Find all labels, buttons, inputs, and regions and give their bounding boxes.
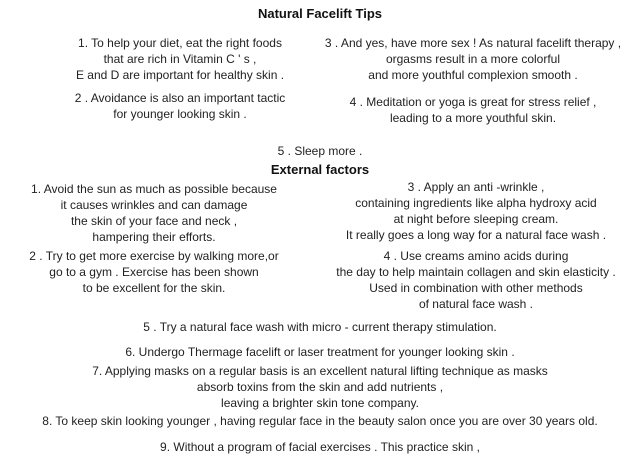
external-1-line-2: it causes wrinkles and can damage [60, 198, 248, 212]
external-7-line-2: absorb toxins from the skin and add nutrients , [196, 380, 444, 394]
tip-4 [306, 94, 640, 126]
external-4 [312, 248, 640, 312]
tip-2 [30, 90, 330, 122]
external-9 [0, 439, 640, 455]
tip-3-line-1: 3 . And yes, have more sex ! As natural facelift therapy , [324, 36, 622, 50]
external-4-line-4: of natural face wash . [418, 297, 534, 311]
tip-2-line-1: 2 . Avoidance is also an important tactic [74, 91, 286, 105]
tip-1-line-1: 1. To help your diet, eat the right foods [78, 36, 282, 50]
external-1-line-4: hampering their efforts. [92, 230, 216, 244]
external-7-line-1: 7. Applying masks on a regular basis is an excellent natural lifting technique as masks [92, 364, 548, 378]
external-2 [0, 248, 308, 296]
external-1-line-3: the skin of your face and neck , [70, 214, 238, 228]
tip-1 [30, 35, 330, 83]
tip-3-line-3: and more youthful complexion smooth . [368, 68, 578, 82]
external-4-line-2: the day to help maintain collagen and skin elasticity . [336, 265, 616, 279]
external-9-line-1: 9. Without a program of facial exercises . This practice skin , [160, 440, 480, 454]
external-1-line-1: 1. Avoid the sun as much as possible because [31, 182, 277, 196]
external-2-line-2: go to a gym . Exercise has been shown [49, 265, 259, 279]
tip-1-line-2: that are rich in Vitamin C ' s , [103, 52, 257, 66]
tip-5-line-1: 5 . Sleep more . [277, 144, 363, 158]
tip-3-line-2: orgasms result in a more colorful [385, 52, 561, 66]
external-7 [0, 363, 640, 411]
external-6-line-1: 6. Undergo Thermage facelift or laser treatment for younger looking skin . [125, 345, 515, 359]
external-2-line-1: 2 . Try to get more exercise by walking more,or [29, 249, 279, 263]
tip-2-line-2: for younger looking skin . [113, 107, 247, 121]
external-3 [312, 179, 640, 243]
external-3-line-3: at night before sleeping cream. [393, 212, 559, 226]
external-3-line-1: 3 . Apply an anti -wrinkle , [407, 180, 545, 194]
external-3-line-2: containing ingredients like alpha hydroxy acid [355, 196, 597, 210]
tip-4-line-2: leading to a more youthful skin. [389, 111, 557, 125]
external-7-line-3: leaving a brighter skin tone company. [221, 396, 419, 410]
external-2-line-3: to be excellent for the skin. [82, 281, 226, 295]
external-8 [0, 413, 640, 429]
external-8-line-1: 8. To keep skin looking younger , having regular face in the beauty salon once you are over 30 years old. [42, 414, 598, 428]
external-6 [0, 344, 640, 360]
tip-4-line-1: 4 . Meditation or yoga is great for stress relief , [349, 95, 597, 109]
external-1 [0, 181, 308, 245]
external-5 [0, 319, 640, 335]
external-4-line-3: Used in combination with other methods [369, 281, 583, 295]
tip-1-line-3: E and D are important for healthy skin . [75, 68, 285, 82]
external-5-line-1: 5 . Try a natural face wash with micro - current therapy stimulation. [143, 320, 497, 334]
natural-facelift-heading: Natural Facelift Tips [257, 6, 382, 21]
external-4-line-1: 4 . Use creams amino acids during [383, 249, 569, 263]
external-factors-heading: External factors [270, 162, 370, 177]
tip-5 [0, 143, 640, 159]
tip-3 [306, 35, 640, 83]
external-3-line-4: It really goes a long way for a natural face wash . [345, 228, 607, 242]
